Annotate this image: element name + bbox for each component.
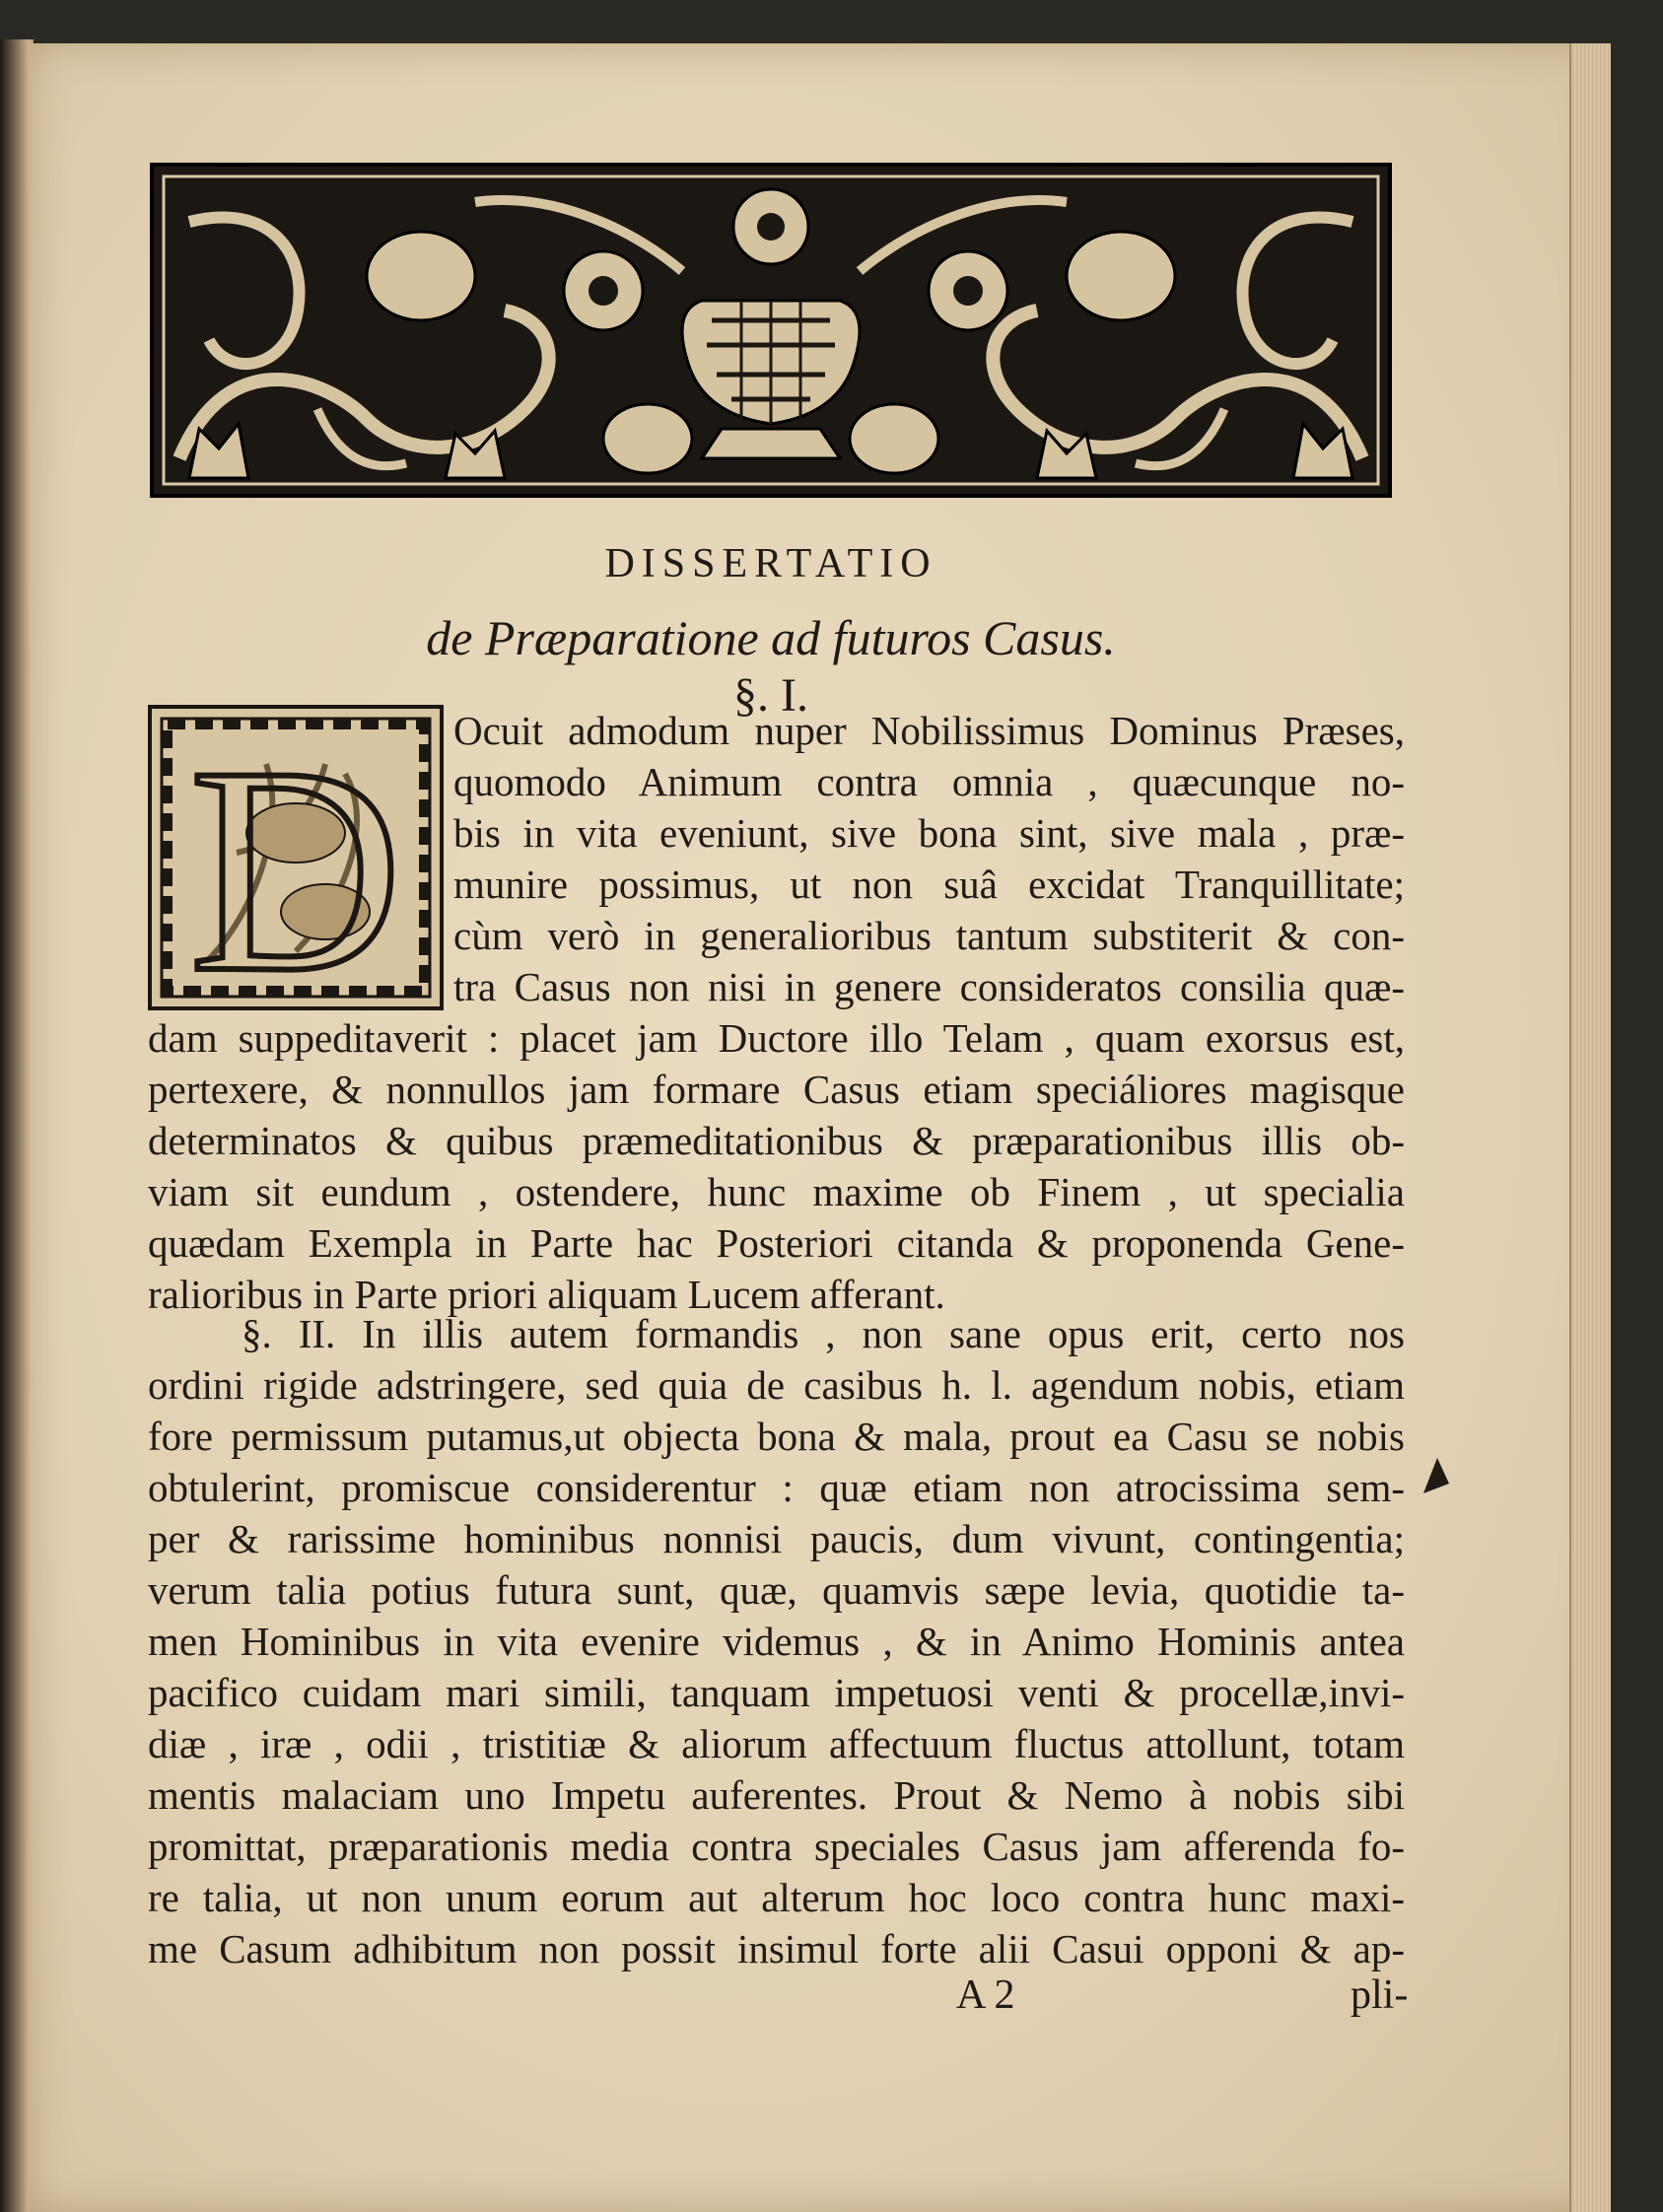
text-line: §. II. In illis autem formandis , non sane opus erit, certo nos [242, 1311, 1405, 1356]
text-line: cùm verò in generalioribus tantum substiterit & con- [453, 913, 1405, 958]
text-line: re talia, ut non unum eorum aut alterum hoc loco contra hunc maxi- [148, 1875, 1405, 1920]
dissertation-subtitle: de Præparatione ad futuros Casus. [426, 610, 1116, 665]
text-line: Ocuit admodum nuper Nobilissimus Dominus Præses, [453, 708, 1405, 753]
signature-mark: A 2 [956, 1972, 1015, 2018]
initial-letter: D [188, 706, 403, 1010]
catchword: pli- [1351, 1972, 1409, 2018]
ornamental-headpiece [150, 163, 1392, 498]
text-line: men Hominibus in vita evenire videmus , & in Animo Hominis antea [148, 1619, 1405, 1664]
text-line: ordini rigide adstringere, sed quia de casibus h. l. agendum nobis, etiam [148, 1362, 1405, 1408]
text-line: verum talia potius futura sunt, quæ, quamvis sæpe levia, quotidie ta- [148, 1567, 1405, 1613]
text-line: bis in vita eveniunt, sive bona sint, sive mala , præ- [453, 810, 1405, 856]
text-line: diæ , iræ , odii , tristitiæ & aliorum affectuum fluctus attollunt, totam [148, 1721, 1405, 1766]
text-line: quædam Exempla in Parte hac Posteriori citanda & proponenda Gene- [148, 1220, 1405, 1266]
text-line: per & rarissime hominibus nonnisi paucis, dum vivunt, contingentia; [148, 1516, 1405, 1561]
text-line: determinatos & quibus præmeditationibus & præparationibus illis ob- [148, 1118, 1405, 1163]
text-line: me Casum adhibitum non possit insimul forte alii Casui opponi & ap- [148, 1926, 1405, 1971]
text-line: ralioribus in Parte priori aliquam Lucem afferant. [148, 1272, 945, 1317]
text-line: promittat, præparationis media contra speciales Casus jam afferenda fo- [148, 1824, 1405, 1869]
text-line: quomodo Animum contra omnia , quæcunque no- [453, 759, 1405, 804]
text-line: viam sit eundum , ostendere, hunc maxime ob Finem , ut specialia [148, 1169, 1405, 1214]
text-line: dam suppeditaverit : placet jam Ductore illo Telam , quam exorsus est, [148, 1015, 1405, 1061]
text-line: obtulerint, promiscue considerentur : quæ etiam non atrocissima sem- [148, 1465, 1405, 1510]
section-heading: §. I. [733, 669, 808, 722]
dissertation-title: DISSERTATIO [604, 541, 937, 587]
text-line: munire possimus, ut non suâ excidat Tranquillitate; [453, 862, 1405, 907]
text-line: mentis malaciam uno Impetu auferentes. Prout & Nemo à nobis sibi [148, 1772, 1405, 1818]
text-line: pertexere, & nonnullos jam formare Casus etiam speciáliores magisque [148, 1067, 1405, 1112]
decorated-initial [148, 705, 444, 1010]
marginal-pen-mark-icon [1420, 1454, 1455, 1497]
text-line: pacifico cuidam mari simili, tanquam impetuosi venti & procellæ,invi- [148, 1670, 1405, 1715]
page-stack-edge [1569, 43, 1611, 2212]
left-page-edge [0, 39, 34, 2212]
text-line: tra Casus non nisi in genere consideratos consilia quæ- [453, 964, 1405, 1009]
text-line: fore permissum putamus,ut objecta bona & mala, prout ea Casu se nobis [148, 1414, 1405, 1459]
